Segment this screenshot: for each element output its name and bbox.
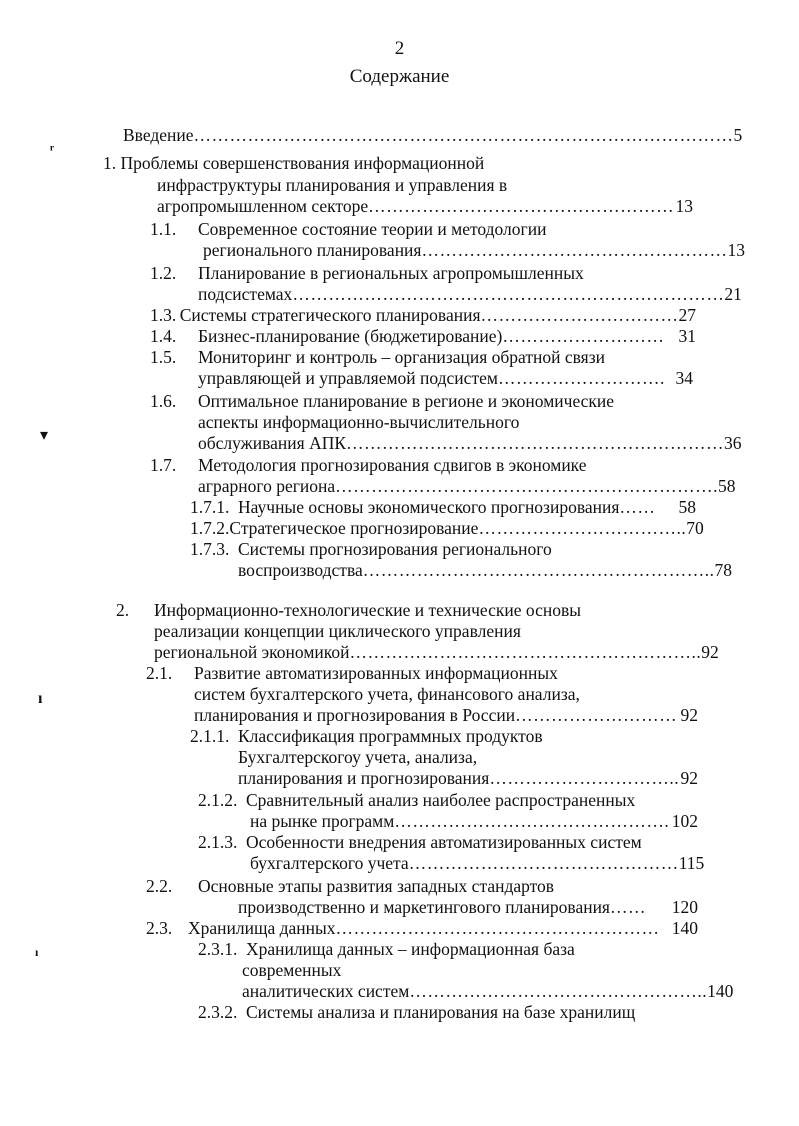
toc-entry-continuation (250, 811, 698, 832)
toc-entry-continuation (157, 196, 693, 217)
toc-entry-number: 2.1.3. (198, 832, 238, 852)
toc-entry-continuation (198, 412, 519, 433)
toc-leader: ………………………………………. (394, 811, 670, 831)
toc-entry (150, 391, 614, 412)
toc-page-number: 21 (724, 284, 742, 304)
toc-entry (190, 539, 552, 560)
toc-entry-number: 1.3. (150, 305, 177, 325)
toc-entry-number: 1.7.3. (190, 539, 230, 559)
toc-entry-text: Планирование в региональных агропромышленных (198, 263, 584, 283)
toc-entry-number: 1.7.1. (190, 497, 230, 517)
toc-entry-continuation (198, 433, 742, 454)
toc-entry (150, 305, 696, 326)
toc-entry-text: региональной экономикой (154, 642, 350, 662)
toc-entry-number: 1.7. (150, 455, 177, 475)
toc-leader: ……………………… (502, 326, 665, 346)
toc-page-number: 120 (671, 897, 698, 917)
toc-entry-number: 1.4. (150, 326, 177, 346)
toc-entry-text: Классификация программных продуктов (238, 726, 543, 746)
toc-entry-text: подсистемах (198, 284, 293, 304)
toc-leader: …………………………………………… (421, 240, 728, 260)
toc-entry-text: управляющей и управляемой подсистем (198, 368, 498, 388)
toc-leader: ……………………… (515, 705, 678, 725)
toc-entry (190, 726, 543, 747)
toc-entry-text: бухгалтерского учета (250, 853, 409, 873)
toc-entry-continuation (238, 768, 698, 789)
toc-leader: …… (619, 497, 656, 517)
toc-entry (150, 347, 605, 368)
toc-entry (150, 326, 696, 347)
toc-page-number: 115 (678, 853, 705, 873)
toc-entry-number: 2.3.2. (198, 1002, 238, 1022)
toc-entry (190, 518, 704, 539)
toc-entry-continuation (198, 368, 693, 389)
toc-entry-number: 1.2. (150, 263, 177, 283)
toc-leader: …………………………………………… (368, 196, 675, 216)
toc-page-number: 140 (707, 981, 734, 1001)
toc-entry-text: Хранилища данных – информационная база (246, 939, 575, 959)
toc-entry-text: Бизнес-планирование (бюджетирование) (198, 326, 503, 346)
toc-entry (103, 153, 484, 174)
toc-entry-text: реализации концепции циклического управления (154, 621, 521, 641)
toc-entry (146, 876, 554, 897)
toc-entry-text: на рынке программ (250, 811, 395, 831)
toc-page-number: 78 (714, 560, 732, 580)
toc-page-number: 5 (733, 125, 743, 145)
toc-entry (150, 455, 587, 476)
toc-entry-text: агропромышленном секторе (157, 196, 369, 216)
toc-leader: ………………………………………………….. (362, 560, 715, 580)
toc-entry-text: регионального планирования (203, 240, 422, 260)
toc-entry-text: инфраструктуры планирования и управления в (157, 175, 508, 195)
toc-leader: ………………………………………………….. (349, 642, 702, 662)
toc-entry (146, 663, 558, 684)
toc-entry-number: 2.1. (146, 663, 173, 683)
toc-leader: ………………………….. (489, 768, 680, 788)
toc-entry-text: аналитических систем (242, 981, 410, 1001)
toc-page-number: 92 (680, 768, 698, 788)
toc-entry-text: воспроизводства (238, 560, 363, 580)
toc-leader: ………………………. (497, 368, 665, 388)
toc-entry (190, 497, 696, 518)
toc-page-number: 70 (686, 518, 704, 538)
toc-page-number: 27 (678, 305, 696, 325)
toc-entry-continuation (194, 684, 580, 705)
toc-entry (146, 918, 698, 939)
toc-leader: ……………………………………………… (335, 918, 660, 938)
toc-leader: ………………………………………………………. (335, 476, 719, 496)
toc-page-number: 34 (675, 368, 693, 388)
toc-entry-number: 2.1.1. (190, 726, 230, 746)
scan-speck: ı (38, 690, 43, 707)
toc-entry-text: Системы прогнозирования регионального (238, 539, 552, 559)
toc-entry-text: Системы стратегического планирования (179, 305, 481, 325)
toc-entry-number: 1.5. (150, 347, 177, 367)
toc-entry (198, 1002, 635, 1023)
toc-entry-number: 2. (116, 600, 130, 620)
toc-page-number: 13 (727, 240, 745, 260)
toc-entry (150, 263, 584, 284)
toc-entry-text: Современное состояние теории и методологии (198, 219, 547, 239)
toc-page-number: 31 (678, 326, 696, 346)
toc-leader: ………………………………………….. (409, 981, 708, 1001)
scan-speck: ʳ (50, 142, 55, 159)
toc-entry (198, 939, 575, 960)
toc-page-number: 92 (680, 705, 698, 725)
toc-leader: ……………………………………… (408, 853, 679, 873)
toc-entry-number: 2.3.1. (198, 939, 238, 959)
toc-entry-text: Хранилища данных (188, 918, 336, 938)
toc-entry-text: производственно и маркетингового планирования (238, 897, 610, 917)
toc-entry-text: Сравнительный анализ наиболее распространенных (246, 790, 636, 810)
toc-entry-continuation (242, 981, 734, 1002)
toc-entry-continuation (203, 240, 745, 261)
toc-page-number: 36 (724, 433, 742, 453)
toc-page-number: 58 (718, 476, 736, 496)
toc-entry (116, 600, 581, 621)
toc-page-number: 102 (671, 811, 698, 831)
toc-entry-text: планирования и прогнозирования в России (194, 705, 516, 725)
toc-entry-text: современных (242, 960, 342, 980)
toc-leader: …………………………… (480, 305, 679, 325)
toc-entry-text: Мониторинг и контроль – организация обратной связи (198, 347, 605, 367)
toc-entry-number: 2.3. (146, 918, 173, 938)
toc-entry (150, 219, 546, 240)
toc-entry-continuation (154, 621, 521, 642)
toc-page-number: 140 (671, 918, 698, 938)
toc-entry-text: аспекты информационно-вычислительного (198, 412, 520, 432)
toc-leader: …………………………….. (478, 518, 687, 538)
toc-entry-text: аграрного региона (198, 476, 336, 496)
toc-entry-text: Основные этапы развития западных стандартов (198, 876, 555, 896)
toc-entry-text: Информационно-технологические и технические основы (154, 600, 581, 620)
toc-entry-text: систем бухгалтерского учета, финансового анализа, (194, 684, 580, 704)
toc-page-number: 13 (675, 196, 693, 216)
toc-entry-text: Стратегическое прогнозирование (229, 518, 479, 538)
toc-entry-text: Методология прогнозирования сдвигов в экономике (198, 455, 587, 475)
toc-entry-text: Введение (123, 125, 194, 145)
toc-entry-continuation (238, 560, 732, 581)
toc-entry-text: обслуживания АПК (198, 433, 347, 453)
toc-entry-continuation (157, 175, 507, 196)
toc-entry-number: 1.7.2. (190, 518, 230, 538)
toc-page-number: 92 (701, 642, 719, 662)
toc-entry-continuation (194, 705, 698, 726)
toc-entry-text: Научные основы экономического прогнозирования (238, 497, 620, 517)
scan-speck: ı (35, 945, 39, 959)
toc-leader: …… (610, 897, 646, 917)
toc-entry-continuation (238, 747, 477, 768)
toc-entry-number: 2.2. (146, 876, 173, 896)
toc-leader: ……………………………………………………………………………… (193, 125, 734, 145)
toc-entry-text: Особенности внедрения автоматизированных систем (246, 832, 642, 852)
toc-leader: ……………………………………………………………… (292, 284, 725, 304)
toc-entry-continuation (198, 284, 742, 305)
toc-entry-number: 2.1.2. (198, 790, 238, 810)
toc-entry-continuation (242, 960, 341, 981)
toc-entry-text: планирования и прогнозирования (238, 768, 490, 788)
toc-entry-continuation (198, 476, 736, 497)
toc-leader: ……………………………………………………… (346, 433, 725, 453)
toc-entry (198, 832, 642, 853)
toc-entry-text: Системы анализа и планирования на базе хранилищ (246, 1002, 636, 1022)
toc-entry-text: 1. Проблемы совершенствования информационной (103, 153, 485, 173)
toc-entry-continuation (154, 642, 719, 663)
page-number: 2 (394, 38, 405, 59)
toc-page-number: 58 (678, 497, 696, 517)
page-title: Содержание (349, 66, 450, 87)
toc-entry-continuation (250, 853, 705, 874)
toc-entry-continuation (238, 897, 698, 918)
toc-entry-number: 1.1. (150, 219, 177, 239)
toc-entry-text: Бухгалтерскогоу учета, анализа, (238, 747, 478, 767)
toc-entry-text: Развитие автоматизированных информационных (194, 663, 558, 683)
toc-entry (123, 125, 743, 146)
toc-entry-text: Оптимальное планирование в регионе и экономические (198, 391, 615, 411)
toc-entry (198, 790, 635, 811)
scan-speck: ▾ (40, 427, 49, 444)
toc-entry-number: 1.6. (150, 391, 177, 411)
